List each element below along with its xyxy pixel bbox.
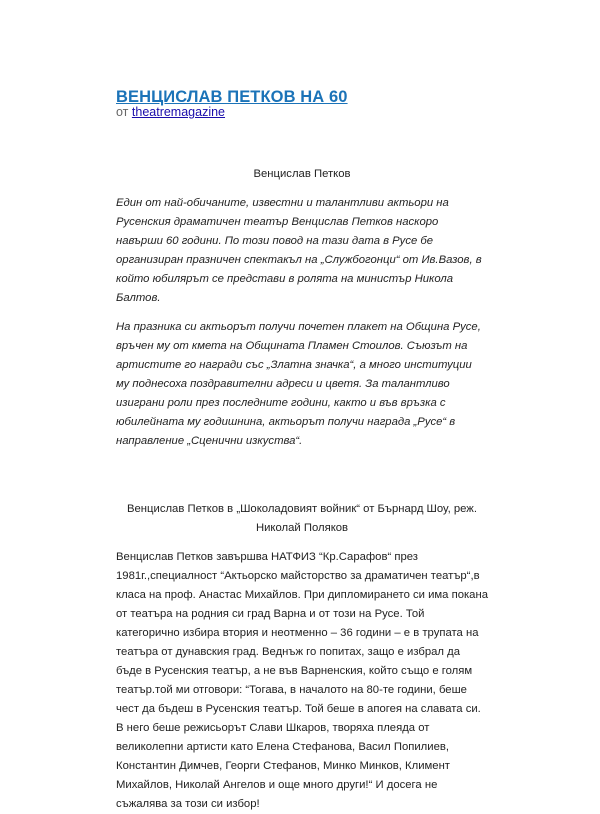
paragraph-3: Венцислав Петков завършва НАТФИЗ “Кр.Сарафов“ през 1981г.,специалност “Актьорско майсторство за драматичен театър“,в класа на проф. Анастас Михайлов. При дипломирането си има покана от театъра на родния си град Варна и от този на Русе. Той категорично избира втория и неотменно – 36 години – е в трупата на театъра от дунавския град. Веднъж го попитах, защо е избрал да бъде в Русенския театър, а не във Варненския, който също е голям театър.той ми отговори: “Тогава, в началото на 80-те години, беше чест да бъдеш в Русенския театър. Той беше в апогея на славата си. В него беше режисьорът Слави Шкаров, творяха плеяда от великолепни артисти като Елена Стефанова, Васил Попилиев, Константин Димчев, Георги Стефанов, Минко Минков, Климент Михайлов, Николай Ангелов и още много други!“ И досега не съжалява за този си избор! (116, 551, 488, 810)
byline-prefix: от (116, 105, 132, 119)
image-caption-2: Венцислав Петков в „Шоколадовият войник“ от Бърнард Шоу, реж. Николай Поляков (126, 503, 477, 534)
paragraph-1: Един от най-обичаните, известни и талантливи актьори на Русенския драматичен театър Венцислав Петков наскоро навърши 60 години. По този повод на тази дата в Русе бе организиран празничен спектакъл на „Службогонци“ от Ив.Вазов, в който юбилярът се представи в ролята на министър Никола Балтов. (116, 197, 482, 304)
author-link[interactable]: theatremagazine (131, 105, 226, 119)
paragraph-2: На празника си актьорът получи почетен плакет на Община Русе, връчен му от кмета на Общината Пламен Стоилов. Съюзът на артистите го награди със „Златна значка“, а много институции му поднесоха поздравителни адреси и цветя. За талантливо изиграни роли през последните години, както и във връзка с юбилейната му годишнина, актьорът получи награда „Русе“ в направление „Сценични изкуства“. (116, 321, 481, 447)
article-body (116, 165, 488, 814)
byline (116, 105, 225, 119)
image-caption-1: Венцислав Петков (253, 168, 351, 180)
article-title[interactable]: ВЕНЦИСЛАВ ПЕТКОВ НА 60 (116, 88, 348, 106)
